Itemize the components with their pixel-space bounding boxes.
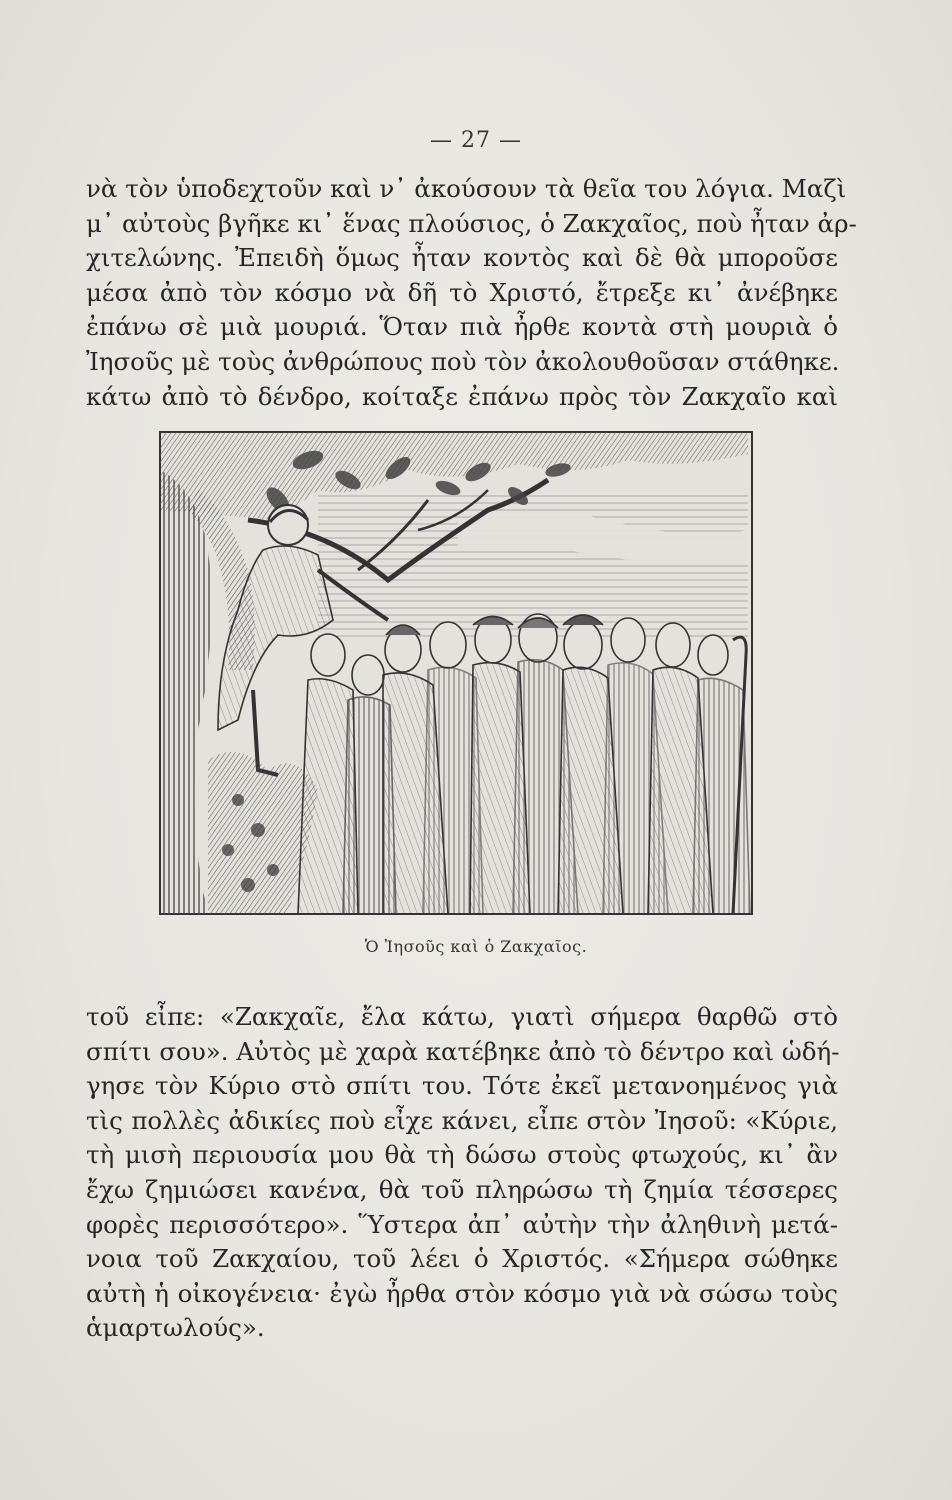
- text-line: μέσα ἀπὸ τὸν κόσμο νὰ δῆ τὸ Χριστό, ἔτρεξε κι᾽ ἀνέβηκε: [86, 277, 838, 307]
- text-line: ἁμαρτωλούς».: [86, 1313, 265, 1343]
- text-line: τὶς πολλὲς ἀδικίες ποὺ εἶχε κάνει, εἶπε στὸν Ἰησοῦ: «Κύριε,: [86, 1105, 838, 1135]
- text-line: μ᾽ αὐτοὺς βγῆκε κι᾽ ἕνας πλούσιος, ὁ Ζακχαῖος, ποὺ ἦταν ἀρ-: [86, 208, 857, 238]
- text-line: τοῦ εἶπε: «Ζακχαῖε, ἔλα κάτω, γιατὶ σήμερα θαρθῶ στὸ: [86, 1002, 838, 1031]
- text-line: τὴ μισὴ περιουσία μου θὰ τὴ δώσω στοὺς φτωχούς, κι᾽ ἂν: [86, 1140, 838, 1170]
- text-line: ἔχω ζημιώσει κανένα, θὰ τοῦ πληρώσω τὴ ζημία τέσσερες: [86, 1174, 838, 1204]
- text-line: φορὲς περισσότερο». Ὕστερα ἀπ᾽ αὐτὴν τὴν ἀληθινὴ μετά-: [86, 1209, 838, 1239]
- text-line: κάτω ἀπὸ τὸ δένδρο, κοίταξε ἐπάνω πρὸς τὸν Ζακχαῖο καὶ: [86, 381, 838, 411]
- text-line: ἐπάνω σὲ μιὰ μουριά. Ὅταν πιὰ ἦρθε κοντὰ στὴ μουριὰ ὁ: [86, 312, 838, 342]
- text-line: αὐτὴ ἡ οἰκογένεια· ἐγὼ ἦρθα στὸν κόσμο γιὰ νὰ σώσω τοὺς: [86, 1278, 838, 1308]
- text-line: νοια τοῦ Ζακχαίου, τοῦ λέει ὁ Χριστός. «Σήμερα σώθηκε: [86, 1244, 838, 1274]
- page-number: — 27 —: [430, 128, 522, 153]
- text-line: γησε τὸν Κύριο στὸ σπίτι του. Τότε ἐκεῖ μετανοημένος γιὰ: [86, 1071, 838, 1101]
- woodcut-illustration: [158, 430, 754, 916]
- figure-caption: Ὁ Ἰησοῦς καὶ ὁ Ζακχαῖος.: [364, 937, 588, 956]
- illustration-jesus-and-zacchaeus: [158, 430, 754, 916]
- text-line: Ἰησοῦς μὲ τοὺς ἀνθρώπους ποὺ τὸν ἀκολουθοῦσαν στάθηκε.: [86, 346, 840, 376]
- paragraph-top: [86, 172, 857, 414]
- text-line: χιτελώνης. Ἐπειδὴ ὅμως ἦταν κοντὸς καὶ δὲ θὰ μποροῦσε: [86, 243, 838, 273]
- text-line: σπίτι σου». Αὐτὸς μὲ χαρὰ κατέβηκε ἀπὸ τὸ δέντρο καὶ ὡδή-: [86, 1036, 840, 1066]
- paragraph-bottom: [86, 1000, 838, 1346]
- text-line: νὰ τὸν ὑποδεχτοῦν καὶ ν᾽ ἀκούσουν τὰ θεῖα του λόγια. Μαζὶ: [86, 174, 847, 203]
